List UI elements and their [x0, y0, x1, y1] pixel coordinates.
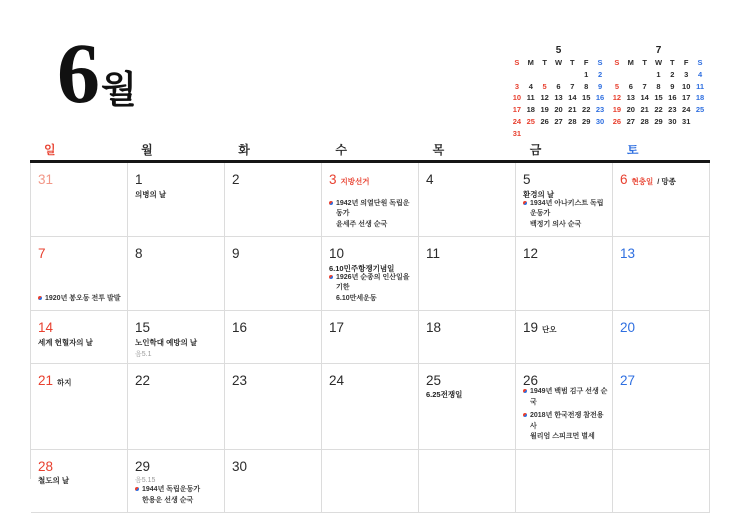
holiday-label: 단오 — [542, 326, 557, 334]
day-cell — [322, 450, 419, 513]
day-number: 28 — [38, 460, 53, 474]
day-event-label: 노인학대 예방의 날 — [135, 338, 220, 347]
mini-day: 29 — [652, 116, 666, 128]
mini-calendar-july-title: 7 — [610, 44, 707, 57]
mini-day: 6 — [552, 81, 566, 93]
mini-day: 11 — [524, 92, 538, 104]
mini-weekday-letter: W — [652, 57, 666, 69]
day-cell — [516, 237, 613, 311]
mini-day: 24 — [510, 116, 524, 128]
mini-day: 3 — [510, 81, 524, 93]
weekday-label: 화 — [224, 141, 321, 158]
memorial-note-text — [530, 411, 608, 443]
day-number: 24 — [329, 374, 344, 388]
day-cell-head — [232, 374, 317, 388]
day-cell — [31, 163, 128, 237]
day-cell — [128, 163, 225, 237]
day-number: 25 — [426, 374, 441, 388]
day-cell-head — [620, 247, 705, 261]
mini-day — [624, 69, 638, 81]
mini-calendar-july-grid — [610, 57, 707, 128]
memorial-note — [329, 199, 414, 231]
mini-day: 22 — [652, 104, 666, 116]
mini-calendar-may-grid — [510, 57, 607, 140]
mini-day: 9 — [665, 81, 679, 93]
day-cell — [516, 364, 613, 450]
mini-day: 14 — [565, 92, 579, 104]
lunar-date-label: 음5.15 — [135, 475, 220, 485]
mini-day: 2 — [593, 69, 607, 81]
memorial-note — [38, 294, 123, 305]
mini-day — [538, 128, 552, 140]
mini-day: 15 — [579, 92, 593, 104]
mini-day — [610, 69, 624, 81]
holiday-label: 하지 — [57, 379, 72, 387]
day-cell — [31, 364, 128, 450]
mini-day: 1 — [579, 69, 593, 81]
taegeuk-bullet-icon — [523, 201, 527, 205]
mini-day: 19 — [538, 104, 552, 116]
day-number: 2 — [232, 173, 240, 187]
day-cell-head — [329, 374, 414, 388]
day-number: 19 — [523, 321, 538, 335]
mini-day: 5 — [610, 81, 624, 93]
memorial-notes — [523, 199, 608, 233]
mini-weekday-letter: M — [524, 57, 538, 69]
mini-day — [565, 69, 579, 81]
day-number: 10 — [329, 247, 344, 261]
mini-day: 23 — [665, 104, 679, 116]
day-cell-head — [38, 321, 123, 335]
memorial-note-line: 백정기 의사 순국 — [530, 220, 608, 231]
mini-day: 20 — [624, 104, 638, 116]
mini-day: 15 — [652, 92, 666, 104]
mini-weekday-letter: S — [693, 57, 707, 69]
day-number: 27 — [620, 374, 635, 388]
day-number: 9 — [232, 247, 240, 261]
mini-day: 26 — [610, 116, 624, 128]
day-number: 13 — [620, 247, 635, 261]
day-cell — [225, 450, 322, 513]
taegeuk-bullet-icon — [135, 487, 139, 491]
holiday-label: 지방선거 — [341, 178, 370, 186]
mini-day: 25 — [524, 116, 538, 128]
day-cell-head — [426, 247, 511, 261]
mini-day: 28 — [638, 116, 652, 128]
day-cell-head — [135, 173, 220, 187]
day-cell — [419, 237, 516, 311]
memorial-note-text — [142, 485, 200, 506]
day-cell-head — [232, 247, 317, 261]
day-number: 5 — [523, 173, 531, 187]
day-cell-head — [135, 374, 220, 388]
day-cell — [613, 364, 710, 450]
mini-day — [565, 128, 579, 140]
mini-day: 27 — [552, 116, 566, 128]
mini-day: 30 — [593, 116, 607, 128]
day-number: 30 — [232, 460, 247, 474]
day-cell — [128, 450, 225, 513]
memorial-notes — [135, 485, 220, 508]
mini-weekday-letter: W — [552, 57, 566, 69]
day-cell-head — [135, 321, 220, 335]
day-number: 29 — [135, 460, 150, 474]
day-number: 21 — [38, 374, 53, 388]
mini-day: 10 — [510, 92, 524, 104]
memorial-note-line: 6.10만세운동 — [336, 294, 414, 305]
mini-day: 25 — [693, 104, 707, 116]
day-event-label: 6.25전쟁일 — [426, 390, 511, 399]
day-cell — [31, 237, 128, 311]
taegeuk-bullet-icon — [38, 296, 42, 300]
day-number: 31 — [38, 173, 53, 187]
mini-day — [538, 69, 552, 81]
day-number: 22 — [135, 374, 150, 388]
mini-day: 2 — [665, 69, 679, 81]
month-number: 6 — [57, 34, 98, 113]
holiday-label: / 망종 — [657, 178, 676, 186]
day-cell-head — [38, 460, 123, 474]
memorial-notes — [329, 199, 414, 233]
memorial-note — [135, 485, 220, 506]
day-cell — [419, 311, 516, 364]
mini-day — [638, 69, 652, 81]
mini-calendar-may-title: 5 — [510, 44, 607, 57]
mini-day: 7 — [638, 81, 652, 93]
day-cell — [128, 364, 225, 450]
day-number: 8 — [135, 247, 143, 261]
day-cell-head — [426, 374, 511, 388]
mini-weekday-letter: F — [679, 57, 693, 69]
mini-weekday-letter: T — [565, 57, 579, 69]
day-event-label: 세계 헌혈자의 날 — [38, 338, 123, 347]
memorial-notes — [523, 387, 608, 445]
day-cell-head — [329, 173, 414, 187]
memorial-note — [523, 387, 608, 408]
mini-calendar-july — [610, 44, 707, 128]
weekday-label: 금 — [516, 141, 613, 158]
mini-day: 22 — [579, 104, 593, 116]
weekday-label: 수 — [321, 141, 418, 158]
day-cell — [322, 237, 419, 311]
day-cell-head — [38, 374, 123, 388]
day-cell-head — [38, 247, 123, 261]
memorial-note-line: 한용운 선생 순국 — [142, 496, 200, 507]
mini-day: 16 — [593, 92, 607, 104]
mini-calendar-may — [510, 44, 607, 140]
mini-day: 4 — [524, 81, 538, 93]
day-cell — [31, 450, 128, 513]
memorial-note-line: 2018년 한국전쟁 참전용사 — [530, 411, 608, 432]
calendar-grid — [30, 163, 710, 479]
day-cell — [322, 364, 419, 450]
mini-day: 17 — [679, 92, 693, 104]
mini-day: 14 — [638, 92, 652, 104]
memorial-note-text — [45, 294, 121, 305]
mini-day — [579, 128, 593, 140]
mini-day: 18 — [693, 92, 707, 104]
day-cell-head — [38, 173, 123, 187]
day-cell-head — [620, 374, 705, 388]
day-cell-head — [232, 321, 317, 335]
day-cell — [128, 311, 225, 364]
mini-day: 19 — [610, 104, 624, 116]
memorial-note-line: 윌리엄 스피크먼 별세 — [530, 432, 608, 443]
day-cell — [613, 163, 710, 237]
memorial-note — [523, 411, 608, 443]
day-cell-head — [523, 173, 608, 187]
day-cell-head — [329, 321, 414, 335]
day-number: 26 — [523, 374, 538, 388]
mini-day: 16 — [665, 92, 679, 104]
day-cell-head — [523, 247, 608, 261]
day-number: 7 — [38, 247, 46, 261]
day-number: 23 — [232, 374, 247, 388]
mini-day: 12 — [610, 92, 624, 104]
day-number: 6 — [620, 173, 628, 187]
mini-day: 3 — [679, 69, 693, 81]
mini-weekday-letter: S — [610, 57, 624, 69]
day-number: 18 — [426, 321, 441, 335]
mini-day: 18 — [524, 104, 538, 116]
day-number: 4 — [426, 173, 434, 187]
day-cell — [419, 364, 516, 450]
holiday-label: 현충일 — [632, 178, 654, 186]
mini-weekday-letter: T — [638, 57, 652, 69]
taegeuk-bullet-icon — [523, 413, 527, 417]
day-cell-head — [135, 247, 220, 261]
day-number: 3 — [329, 173, 337, 187]
day-cell — [225, 311, 322, 364]
day-cell — [322, 311, 419, 364]
mini-weekday-letter: T — [665, 57, 679, 69]
mini-day: 6 — [624, 81, 638, 93]
mini-day: 13 — [624, 92, 638, 104]
day-event-label: 환경의 날 — [523, 190, 608, 199]
day-number: 16 — [232, 321, 247, 335]
mini-day: 4 — [693, 69, 707, 81]
day-cell — [613, 450, 710, 513]
weekday-label: 월 — [127, 141, 224, 158]
mini-day: 11 — [693, 81, 707, 93]
mini-day: 1 — [652, 69, 666, 81]
weekday-label: 토 — [613, 141, 710, 158]
memorial-note-line: 1944년 독립운동가 — [142, 485, 200, 496]
day-event-label: 6.10민주항쟁기념일 — [329, 264, 414, 273]
mini-day: 5 — [538, 81, 552, 93]
memorial-note — [523, 199, 608, 231]
mini-day: 28 — [565, 116, 579, 128]
day-number: 14 — [38, 321, 53, 335]
day-number: 12 — [523, 247, 538, 261]
mini-weekday-letter: S — [593, 57, 607, 69]
taegeuk-bullet-icon — [523, 389, 527, 393]
mini-weekday-letter: F — [579, 57, 593, 69]
mini-day — [552, 69, 566, 81]
mini-day — [552, 128, 566, 140]
day-cell-head — [329, 247, 414, 261]
day-event-label: 철도의 날 — [38, 476, 123, 485]
mini-day: 20 — [552, 104, 566, 116]
mini-day: 7 — [565, 81, 579, 93]
weekday-label: 목 — [419, 141, 516, 158]
mini-day — [510, 69, 524, 81]
memorial-note-line: 1942년 의열단원 독립운동가 — [336, 199, 414, 220]
memorial-note-text — [530, 199, 608, 231]
day-number: 20 — [620, 321, 635, 335]
mini-weekday-letter: T — [538, 57, 552, 69]
mini-weekday-letter: M — [624, 57, 638, 69]
memorial-note-line: 1920년 봉오동 전투 발발 — [45, 294, 121, 305]
day-cell — [225, 364, 322, 450]
mini-day: 30 — [665, 116, 679, 128]
mini-weekday-letter: S — [510, 57, 524, 69]
day-number: 17 — [329, 321, 344, 335]
mini-day: 26 — [538, 116, 552, 128]
memorial-note — [329, 273, 414, 305]
mini-day — [593, 128, 607, 140]
mini-day: 8 — [652, 81, 666, 93]
day-cell — [419, 163, 516, 237]
taegeuk-bullet-icon — [329, 275, 333, 279]
day-cell — [613, 311, 710, 364]
memorial-note-line: 윤세주 선생 순국 — [336, 220, 414, 231]
day-number: 11 — [426, 247, 440, 261]
day-cell — [419, 450, 516, 513]
taegeuk-bullet-icon — [329, 201, 333, 205]
day-cell — [322, 163, 419, 237]
month-title — [57, 34, 137, 113]
memorial-note-line: 1949년 백범 김구 선생 순국 — [530, 387, 608, 408]
day-cell-head — [232, 460, 317, 474]
day-cell-head — [523, 321, 608, 335]
memorial-notes — [329, 273, 414, 307]
day-cell — [128, 237, 225, 311]
day-event-label: 의병의 날 — [135, 190, 220, 199]
day-cell — [516, 163, 613, 237]
day-cell — [31, 311, 128, 364]
day-cell — [225, 163, 322, 237]
mini-day — [524, 69, 538, 81]
mini-day: 9 — [593, 81, 607, 93]
mini-day: 23 — [593, 104, 607, 116]
day-cell-head — [620, 173, 705, 187]
day-cell — [516, 450, 613, 513]
day-cell-head — [426, 173, 511, 187]
day-cell — [225, 237, 322, 311]
mini-day: 31 — [679, 116, 693, 128]
memorial-note-text — [530, 387, 608, 408]
lunar-date-label: 음5.1 — [135, 349, 220, 359]
mini-day: 27 — [624, 116, 638, 128]
day-cell-head — [523, 374, 608, 388]
day-cell-head — [135, 460, 220, 474]
mini-day: 8 — [579, 81, 593, 93]
day-number: 15 — [135, 321, 150, 335]
day-cell-head — [620, 321, 705, 335]
mini-day: 10 — [679, 81, 693, 93]
mini-day: 29 — [579, 116, 593, 128]
mini-day — [524, 128, 538, 140]
weekday-label: 일 — [30, 141, 127, 158]
memorial-notes — [38, 294, 123, 307]
mini-day: 17 — [510, 104, 524, 116]
memorial-note-text — [336, 273, 414, 305]
day-cell — [613, 237, 710, 311]
memorial-note-line: 1934년 아나키스트 독립운동가 — [530, 199, 608, 220]
mini-day: 24 — [679, 104, 693, 116]
month-suffix: 월 — [101, 72, 137, 109]
memorial-note-text — [336, 199, 414, 231]
mini-day: 12 — [538, 92, 552, 104]
mini-day: 31 — [510, 128, 524, 140]
mini-day — [693, 116, 707, 128]
weekday-header — [30, 141, 710, 158]
mini-day: 21 — [565, 104, 579, 116]
day-cell-head — [426, 321, 511, 335]
mini-day: 21 — [638, 104, 652, 116]
mini-day: 13 — [552, 92, 566, 104]
day-cell-head — [232, 173, 317, 187]
memorial-note-line: 1926년 순종의 인산일을 기한 — [336, 273, 414, 294]
day-cell — [516, 311, 613, 364]
day-number: 1 — [135, 173, 143, 187]
